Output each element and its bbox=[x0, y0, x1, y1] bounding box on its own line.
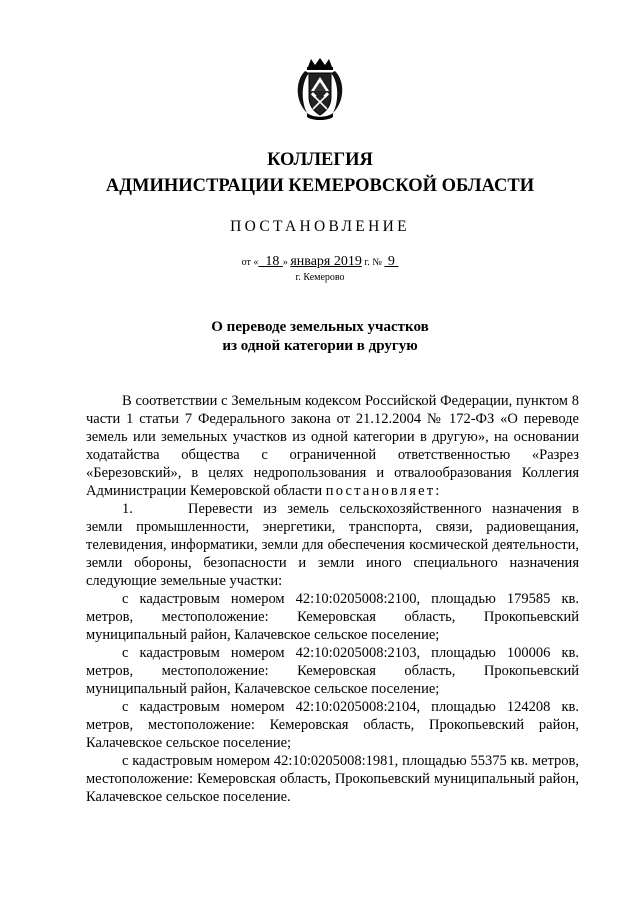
document-title-line1: О переводе земельных участков bbox=[211, 319, 429, 335]
intro-text: В соответствии с Земельным кодексом Российской Федерации, пунктом 8 части 1 статьи 7 Федерального закона от 21.12.2004 № 172-ФЗ «О переводе земель или земельных участков из одной категории в другую», на основании ходатайства общества с ограниченной ответственностью «Разрез «Березовский», в целях недропользования и отвалообразования Коллегия Администрации Кемеровской области bbox=[86, 393, 579, 499]
item-1 bbox=[86, 500, 579, 590]
coat-of-arms-emblem bbox=[293, 57, 347, 121]
date-suffix: г. bbox=[364, 257, 370, 268]
date-month-year: января 2019 bbox=[290, 254, 362, 269]
organization-name-line2: АДМИНИСТРАЦИИ КЕМЕРОВСКОЙ ОБЛАСТИ bbox=[105, 176, 535, 196]
city: г. Кемерово bbox=[295, 272, 345, 283]
date-prefix: от « bbox=[241, 257, 259, 268]
document-number: 9 bbox=[387, 254, 395, 269]
date-line bbox=[0, 254, 640, 270]
intro-paragraph bbox=[86, 392, 579, 500]
date-day: 18 bbox=[265, 254, 280, 269]
item-1-number: 1. bbox=[122, 501, 133, 517]
resolves-word: постановляет: bbox=[325, 483, 442, 499]
organization-name-line1: КОЛЛЕГИЯ bbox=[267, 150, 373, 170]
document-title-line2: из одной категории в другую bbox=[222, 338, 418, 354]
item-1-text: Перевести из земель сельскохозяйственного назначения в земли промышленности, энергетики, транспорта, связи, радиовещания, телевидения, информатики, земли для обеспечения космической деятельности, земли обороны, безопасности и земли иного специального назначения следующие земельные участки: bbox=[86, 501, 579, 589]
parcel-item: с кадастровым номером 42:10:0205008:2100, площадью 179585 кв. метров, местоположение: Кемеровская область, Прокопьевский муниципальный район, Калачевское сельское поселение; bbox=[86, 591, 579, 643]
parcel-item: с кадастровым номером 42:10:0205008:1981, площадью 55375 кв. метров, местоположение: Кемеровская область, Прокопьевский муниципальный район, Калачевское сельское поселение. bbox=[86, 753, 579, 805]
document-type: ПОСТАНОВЛЕНИЕ bbox=[230, 218, 410, 235]
parcel-item: с кадастровым номером 42:10:0205008:2103, площадью 100006 кв. метров, местоположение: Кемеровская область, Прокопьевский муниципальный район, Калачевское сельское поселение; bbox=[86, 645, 579, 697]
parcel-item: с кадастровым номером 42:10:0205008:2104, площадью 124208 кв. метров, местоположение: Кемеровская область, Прокопьевский район, Калачевское сельское поселение; bbox=[86, 699, 579, 751]
number-label: № bbox=[372, 257, 382, 268]
document-body bbox=[86, 392, 579, 806]
date-mid: » bbox=[282, 257, 288, 268]
